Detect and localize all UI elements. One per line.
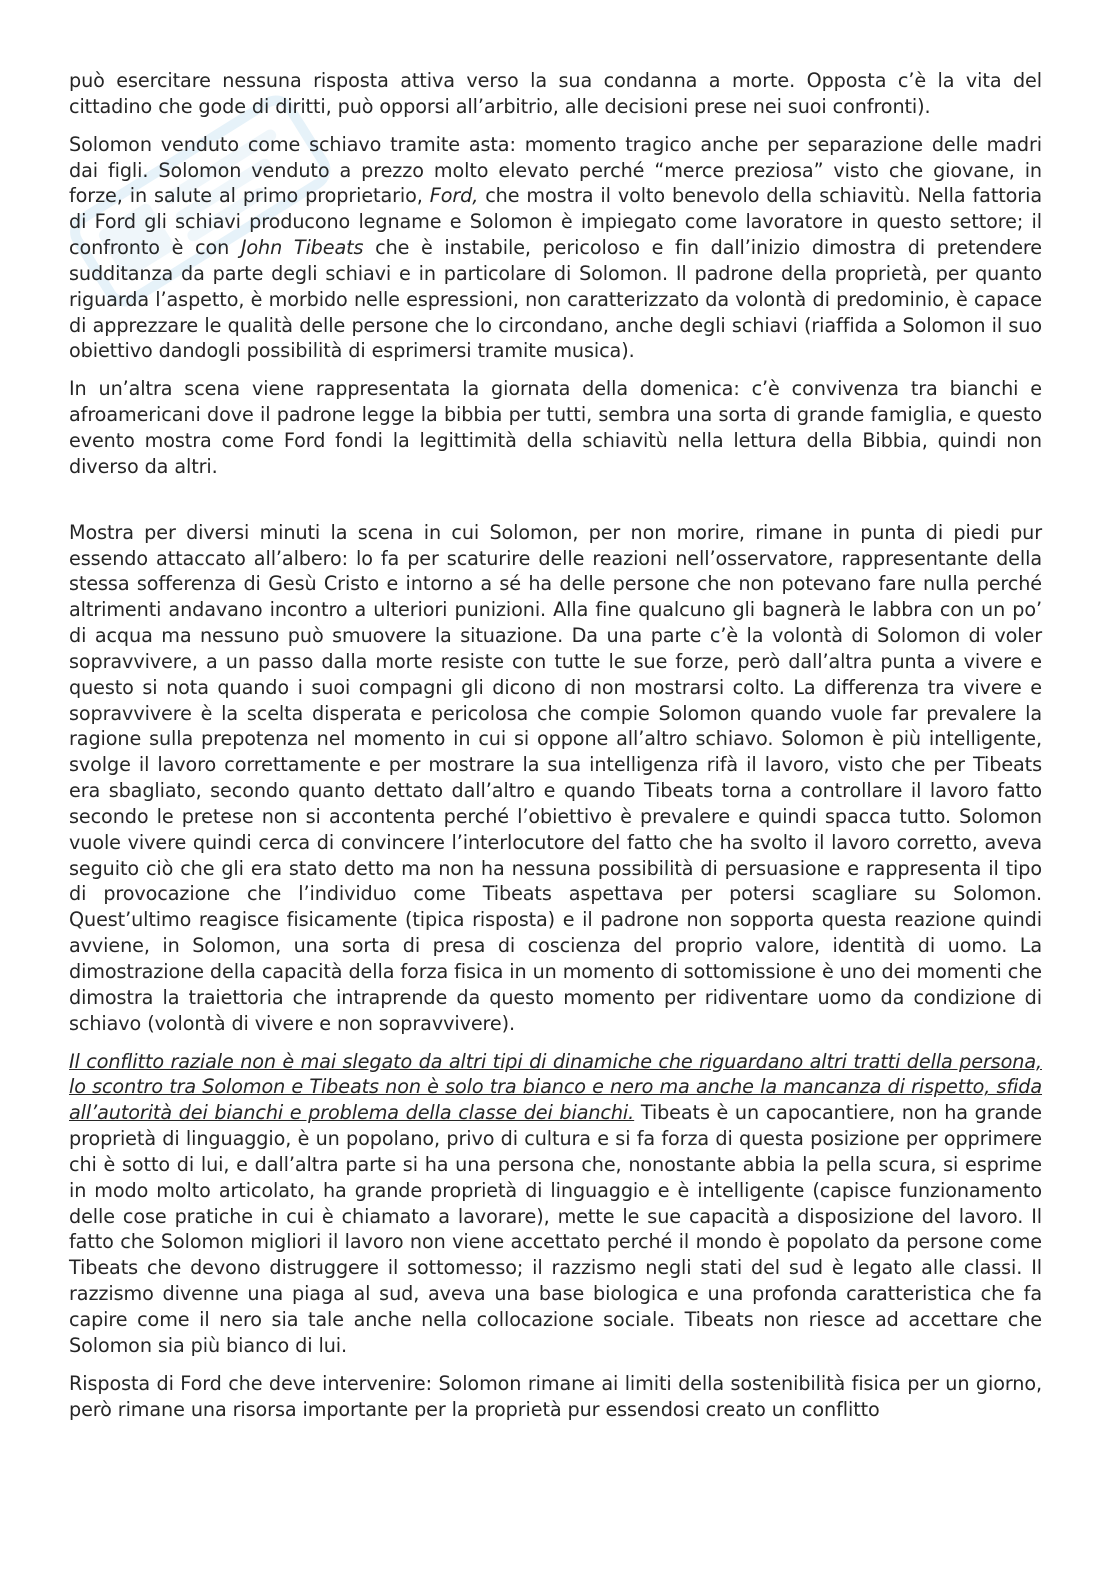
- paragraph-text: che è instabile, pericoloso e fin dall’inizio dimostra di pretendere sudditanza da parte degli schiavi e in particolare di Solomon. Il padrone della proprietà, per quanto riguarda l’aspetto, è morbido nelle espressioni, non caratterizzato da volontà di predominio, è capace di apprezzare le qualità delle persone che lo circondano, anche degli schiavi (riaffida a Solomon il suo obiettivo dandogli possibilità di esprimersi tramite musica).: [69, 236, 1042, 363]
- paragraph-3: [69, 376, 1042, 479]
- paragraph-4: [69, 520, 1042, 1037]
- underlined-italic-text: Il conflitto raziale non è mai slegato da altri tipi di dinamiche che riguardano altri tratti della persona, lo scontro tra Solomon e Tibeats non è solo tra bianco e nero ma anche la mancanza di rispetto, sfida all’autorità dei bianchi e problema della classe dei bianchi.: [69, 1049, 1042, 1125]
- paragraph-text: Mostra per diversi minuti la scena in cui Solomon, per non morire, rimane in punta di piedi pur essendo attaccato all’albero: lo fa per scaturire delle reazioni nell’osservatore, rappresentante della stessa sofferenza di Gesù Cristo e intorno a sé ha delle persone che non potevano fare nulla perché altrimenti andavano incontro a ulteriori punizioni. Alla fine qualcuno gli bagnerà le labbra con un po’ di acqua ma nessuno può smuovere la situazione. Da una parte c’è la volontà di Solomon di voler sopravvivere, a un passo dalla morte resiste con tutte le sue forze, però dall’altra punta a vivere e questo si nota quando i suoi compagni gli dicono di non mostrarsi colto. La differenza tra vivere e sopravvivere è la scelta disperata e pericolosa che compie Solomon quando vuole far prevalere la ragione sulla prepotenza nel momento in cui si oppone all’altro schiavo. Solomon è più intelligente, svolge il lavoro correttamente e per mostrare la sua intelligenza rifà il lavoro, visto che per Tibeats era sbagliato, secondo quanto dettato dall’altro e quando Tibeats torna a controllare il lavoro fatto secondo le pretese non si accontenta perché l’obiettivo è prevalere e quindi spacca tutto. Solomon vuole vivere quindi cerca di convincere l’interlocutore del fatto che ha svolto il lavoro corretto, aveva seguito ciò che gli era stato detto ma non ha nessuna possibilità di persuasione e rappresenta il tipo di provocazione che l’individuo come Tibeats aspettava per potersi scagliare su Solomon. Quest’ultimo reagisce fisicamente (tipica risposta) e il padrone non sopporta questa reazione quindi avviene, in Solomon, una sorta di presa di coscienza del proprio valore, identità di uomo. La dimostrazione della capacità della forza fisica in un momento di sottomissione è uno dei momenti che dimostra la traiettoria che intraprende da questo momento per ridiventare uomo da condizione di schiavo (volontà di vivere e non sopravvivere).: [69, 520, 1042, 1035]
- paragraph-1: [69, 68, 1042, 120]
- paragraph-text: Risposta di Ford che deve intervenire: Solomon rimane ai limiti della sostenibilità fisica per un giorno, però rimane una risorsa importante per la proprietà pur essendosi creato un conflitto: [69, 1371, 1042, 1421]
- paragraph-5: [69, 1049, 1042, 1359]
- paragraph-text: può esercitare nessuna risposta attiva verso la sua condanna a morte. Opposta c’è la vita del cittadino che gode di diritti, può opporsi all’arbitrio, alle decisioni prese nei suoi confronti).: [69, 69, 1042, 118]
- paragraph-text: Solomon venduto come schiavo tramite asta: momento tragico anche per separazione delle madri dai figli. Solomon venduto a prezzo molto elevato perché “merce preziosa” visto che giovane, in forze, in salute al primo proprietario,: [69, 132, 1042, 208]
- italic-text: Ford,: [429, 184, 479, 208]
- paragraph-2: [69, 132, 1042, 365]
- paragraph-6: [69, 1371, 1042, 1423]
- italic-text: John Tibeats: [240, 236, 364, 260]
- paragraph-text: Tibeats è un capocantiere, non ha grande proprietà di linguaggio, è un popolano, privo di cultura e si fa forza di questa posizione per opprimere chi è sotto di lui, e dall’altra parte si ha una persona che, nonostante abbia la pella scura, si esprime in modo molto articolato, ha grande proprietà di linguaggio e è intelligente (capisce funzionamento delle cose pratiche in cui è chiamato a lavorare), mette le sue capacità a disposizione del lavoro. Il fatto che Solomon migliori il lavoro non viene accettato perché il mondo è popolato da persone come Tibeats che devono distruggere il sottomesso; il razzismo negli stati del sud è legato alle classi. Il razzismo divenne una piaga al sud, aveva una base biologica e una profonda caratteristica che fa capire come il nero sia tale anche nella collocazione sociale. Tibeats non riesce ad accettare che Solomon sia più bianco di lui.: [69, 1101, 1042, 1357]
- document-page: [69, 68, 1042, 1434]
- paragraph-text: che mostra il volto benevolo della schiavitù. Nella fattoria di Ford gli schiavi producono legname e Solomon è impiegato come lavoratore in questo settore; il confronto è con: [69, 184, 1042, 260]
- paragraph-text: In un’altra scena viene rappresentata la giornata della domenica: c’è convivenza tra bianchi e afroamericani dove il padrone legge la bibbia per tutti, sembra una sorta di grande famiglia, e questo evento mostra come Ford fondi la legittimità della schiavitù nella lettura della Bibbia, quindi non diverso da altri.: [69, 377, 1042, 478]
